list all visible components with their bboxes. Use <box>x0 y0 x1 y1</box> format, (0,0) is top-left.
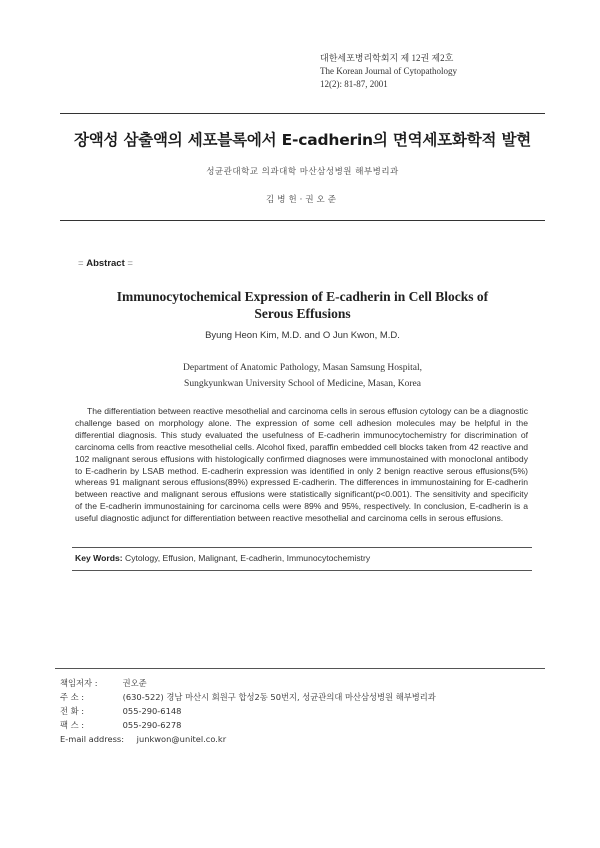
keywords <box>75 553 535 563</box>
abstract-body: The differentiation between reactive mesothelial and carcinoma cells in serous effusion cytology can be a diagnostic challenge based on morphology alone. The expression of some cell adhesion molecules may be helpful in the differential diagnosis. This study evaluated the usefulness of E-cadherin immunocytochemistry for discrimination of carcinoma cells from reactive mesothelial cells. Alcohol fixed, paraffin embedded cell blocks taken from 42 reactive and 102 malignant serous effusions with histologically confirmed diagnoses were immunostained with monoclonal antibody to E-cadherin by LSAB method. E-cadherin expression was identified in only 2 benign reactive serous effusions(5%) whereas 91 malignant serous effusions(89%) expressed E-cadherin. The differences in immunostaining for E-cadherin between reactive and malignant serous effusions were statistically significant(p<0.001). The sensitivity and specificity of the E-cadherin immunostaining for carcinoma cells were 89% and 95%, respectively. In conclusion, E-cadherin is a useful diagnostic adjunct for differentiation between reactive mesothelial and carcinoma cells in serous effusions. <box>75 406 528 524</box>
author-label: 책임저자 : <box>60 678 98 688</box>
fax-label: 팩 스 : <box>60 720 85 730</box>
department-line-1: Department of Anatomic Pathology, Masan Samsung Hospital, <box>183 363 422 373</box>
corresponding-author-info <box>60 676 436 746</box>
keywords-top-rule <box>72 547 532 548</box>
abstract-label-text: Abstract <box>86 258 125 269</box>
contact-author-row <box>60 676 436 690</box>
header-bottom-rule <box>60 220 545 221</box>
author-value: 권오준 <box>122 678 147 688</box>
address-value: (630-522) 경남 마산시 회원구 합성2동 50번지, 성균관의대 마산삼성병원 해부병리과 <box>122 692 436 702</box>
contact-address-row <box>60 690 436 704</box>
keywords-text: Cytology, Effusion, Malignant, E-cadherin, Immunocytochemistry <box>124 553 371 563</box>
email-label: E-mail address: <box>60 734 125 744</box>
korean-title: 장액성 삼출액의 세포블록에서 E-cadherin의 면역세포화학적 발현 <box>73 131 532 149</box>
journal-korean-title: 대한세포병리학회지 제 12권 제2호 <box>320 53 454 63</box>
top-rule <box>60 113 545 114</box>
department-line-2: Sungkyunkwan University School of Medicine, Masan, Korea <box>184 379 421 389</box>
footer-rule <box>55 668 545 669</box>
abstract-label-deco-right: = <box>127 258 133 269</box>
fax-value: 055-290-6278 <box>122 720 182 730</box>
phone-value: 055-290-6148 <box>122 706 182 716</box>
keywords-bottom-rule <box>72 570 532 571</box>
abstract-label-deco-left: = <box>78 258 84 269</box>
address-label: 주 소 : <box>60 692 85 702</box>
journal-volume-pages: 12(2): 81-87, 2001 <box>320 79 388 89</box>
english-title-line-2: Serous Effusions <box>254 306 351 321</box>
contact-fax-row <box>60 718 436 732</box>
english-department <box>60 360 545 392</box>
journal-info <box>320 52 540 91</box>
keywords-label: Key Words: <box>75 553 123 563</box>
korean-authors: 김병헌·권오준 <box>266 195 339 205</box>
email-value: junkwon@unitel.co.kr <box>136 734 227 744</box>
journal-english-title: The Korean Journal of Cytopathology <box>320 66 457 76</box>
korean-affiliation: 성균관대학교 의과대학 마산삼성병원 해부병리과 <box>206 167 399 177</box>
contact-phone-row <box>60 704 436 718</box>
contact-email-row <box>60 732 436 746</box>
english-title <box>60 288 545 322</box>
english-title-line-1: Immunocytochemical Expression of E-cadherin in Cell Blocks of <box>116 289 489 304</box>
abstract-label <box>78 258 133 269</box>
english-authors: Byung Heon Kim, M.D. and O Jun Kwon, M.D. <box>205 330 400 341</box>
phone-label: 전 화 : <box>60 706 85 716</box>
